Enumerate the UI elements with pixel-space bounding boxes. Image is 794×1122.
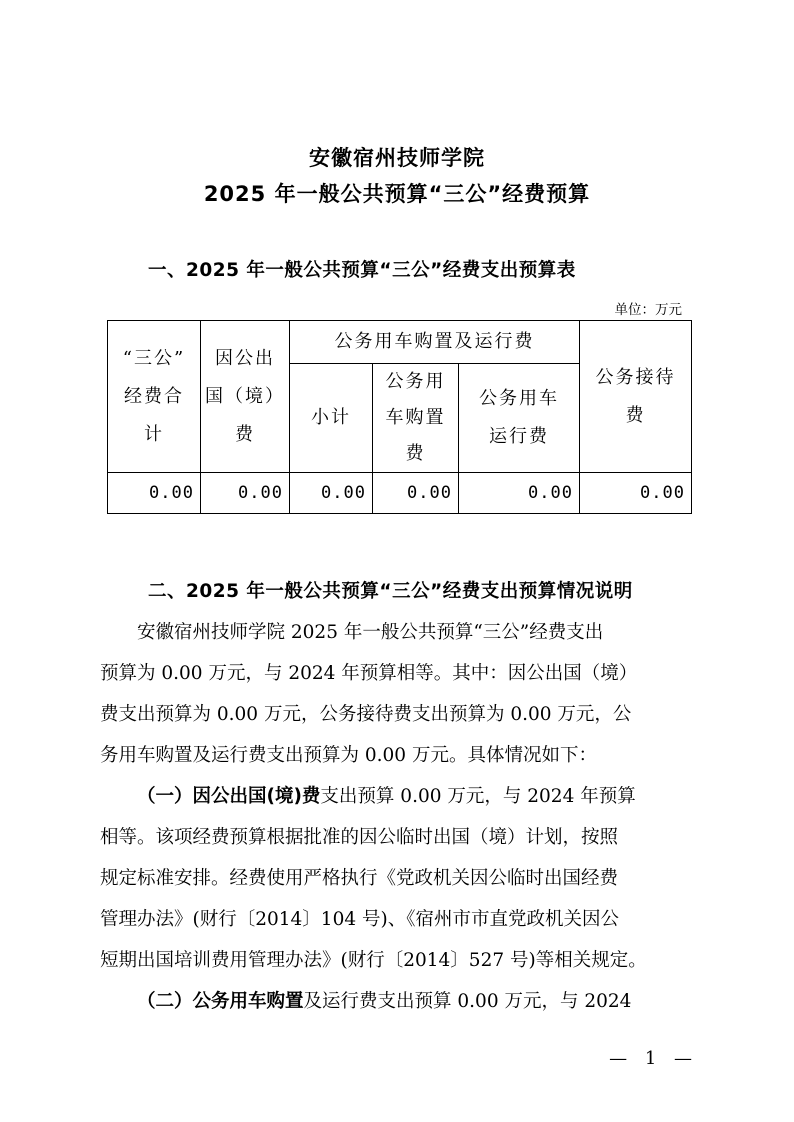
paragraph-abroad: （一）因公出国(境)费支出预算 0.00 万元，与 2024 年预算 相等。该项经费预算根据批准的因公临时出国（境）计划，按照 规定标准安排。经费使用严格执行《党政机关因公临时出国经费 管理办法》(财行〔2014〕104 号)、《宿州市市直党政机关因公 短期出国培训费用管理办法》(财行〔2014〕527 号)等相关规定。 xyxy=(100,786,647,971)
header-operation: 公务用车 运行费 xyxy=(459,364,580,473)
page-number: — 1 — xyxy=(609,1048,698,1069)
header-subtotal: 小计 xyxy=(290,364,373,473)
table-row xyxy=(108,473,692,514)
budget-table xyxy=(107,320,692,514)
value-abroad: 0.00 xyxy=(201,473,290,514)
value-reception: 0.00 xyxy=(580,473,692,514)
value-subtotal: 0.00 xyxy=(290,473,373,514)
paragraph-vehicle: （二）公务用车购置及运行费支出预算 0.00 万元，与 2024 xyxy=(137,991,632,1012)
header-total: “三公” 经费合 计 xyxy=(108,321,201,473)
vehicle-lead: （二）公务用车购置 xyxy=(137,991,304,1012)
paragraph-summary: 安徽宿州技师学院 2025 年一般公共预算“三公”经费支出 预算为 0.00 万元，与 2024 年预算相等。其中：因公出国（境） 费支出预算为 0.00 万元，公务接待费支出预算为 0.00 万元，公 务用车购置及运行费支出预算为 0.00 万元。具体情况如下： xyxy=(100,622,638,766)
header-reception: 公务接待 费 xyxy=(580,321,692,473)
value-total: 0.00 xyxy=(108,473,201,514)
abroad-lead: （一）因公出国(境)费 xyxy=(137,786,321,807)
unit-label: 单位：万元 xyxy=(614,302,682,318)
header-vehicle-group: 公务用车购置及运行费 xyxy=(290,321,580,364)
section1-heading: 一、2025 年一般公共预算“三公”经费支出预算表 xyxy=(148,260,576,281)
header-purchase: 公务用 车购置 费 xyxy=(373,364,459,473)
document-title: 安徽宿州技师学院 xyxy=(309,146,485,170)
value-operation: 0.00 xyxy=(459,473,580,514)
document-subtitle: 2025 年一般公共预算“三公”经费预算 xyxy=(203,182,591,206)
header-abroad: 因公出 国（境） 费 xyxy=(201,321,290,473)
section2-heading: 二、2025 年一般公共预算“三公”经费支出预算情况说明 xyxy=(148,581,633,602)
value-purchase: 0.00 xyxy=(373,473,459,514)
